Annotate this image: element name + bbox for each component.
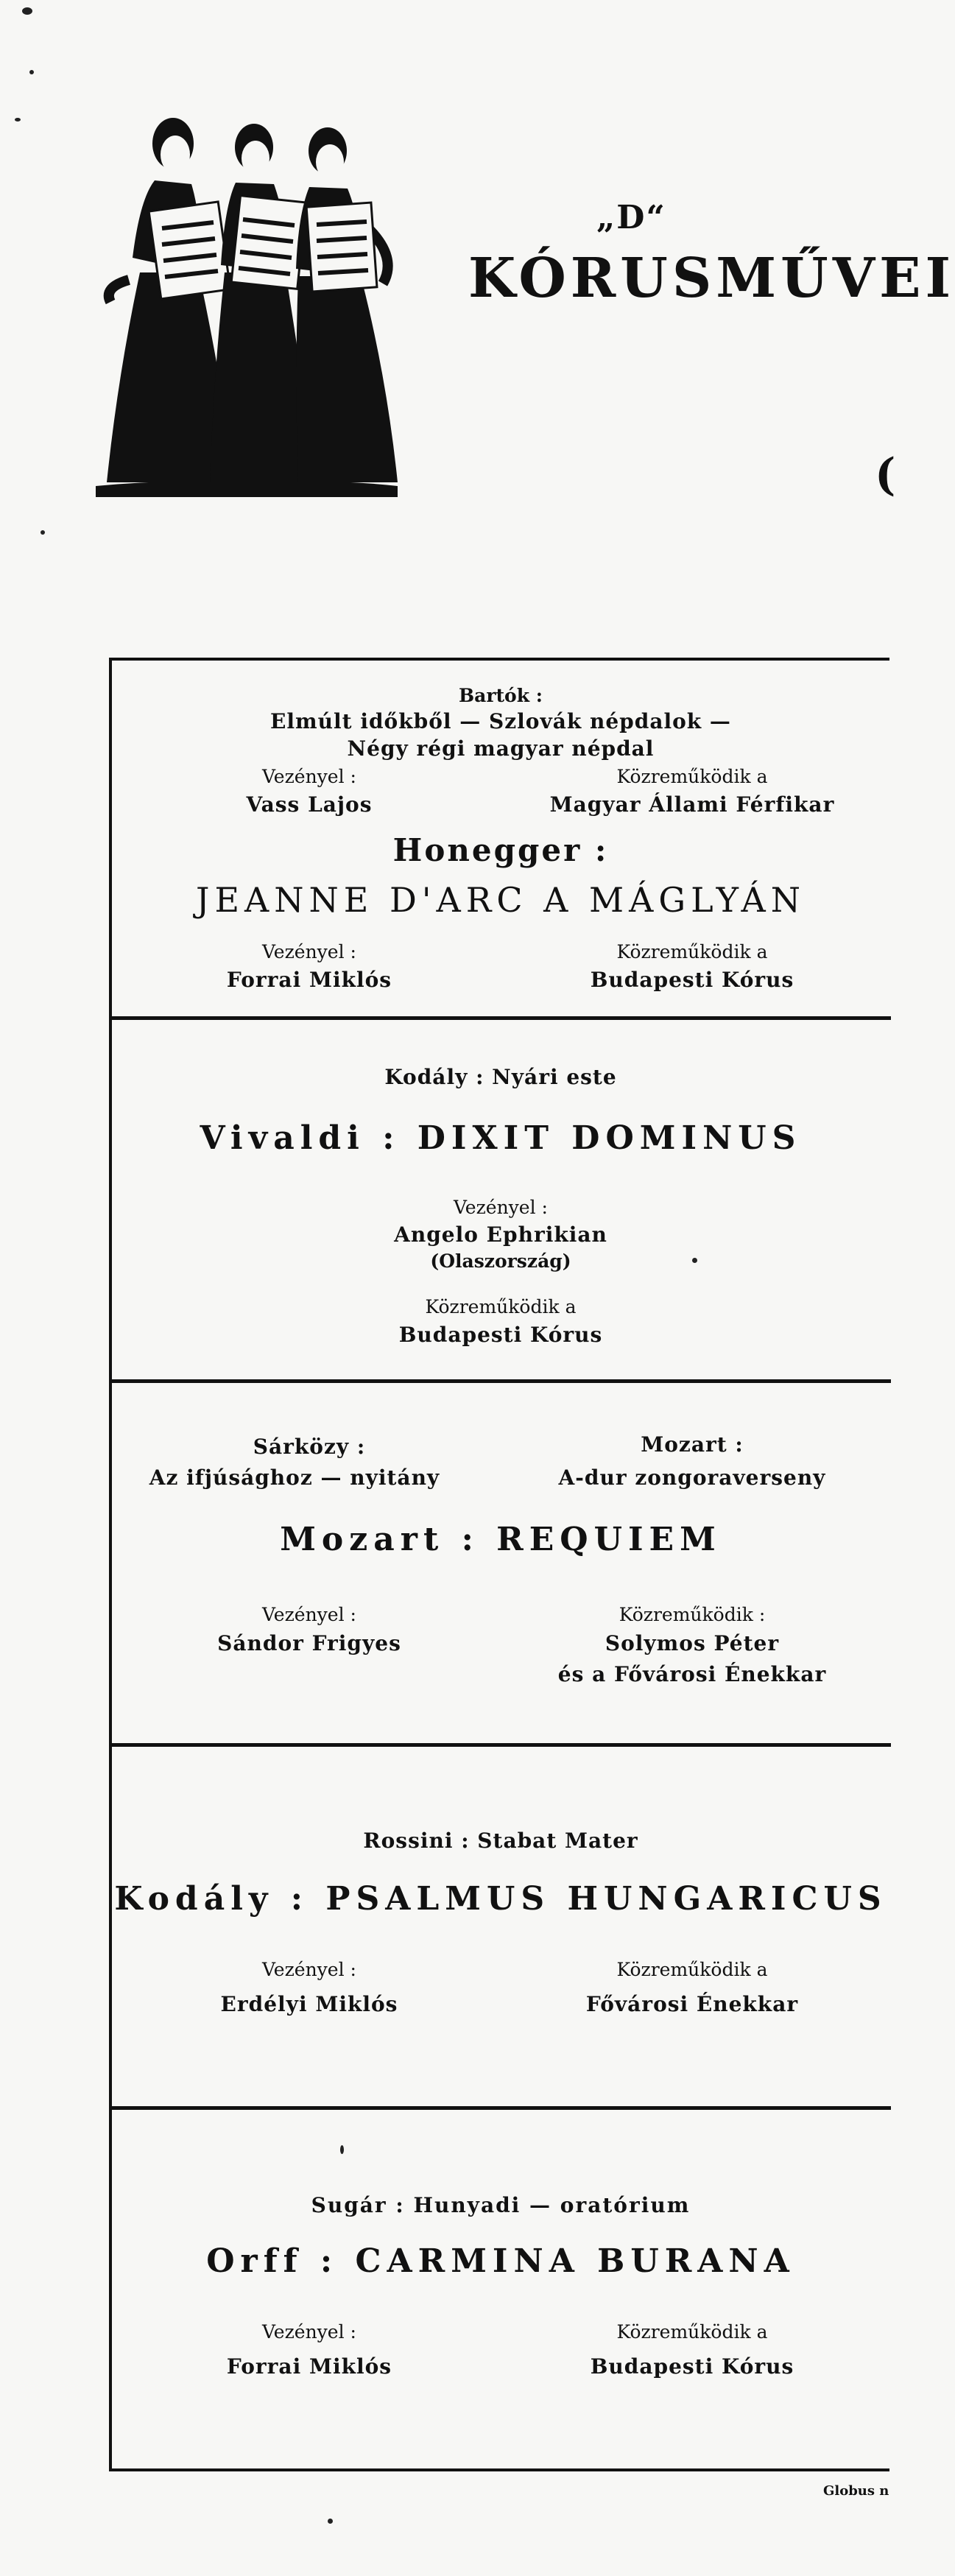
section-divider xyxy=(110,1016,891,1020)
concert-3-conductor: Sándor Frigyes xyxy=(217,1631,401,1655)
concert-5-conductor-label: Vezényel : xyxy=(262,2321,356,2343)
concert-1-main-composer: Honegger : xyxy=(392,832,609,868)
concert-1-conductor-label: Vezényel : xyxy=(262,766,356,787)
concert-5-choir-label: Közreműködik a xyxy=(616,2321,768,2343)
concert-3-pre-right-composer: Mozart : xyxy=(641,1432,744,1457)
concert-5-choir: Budapesti Kórus xyxy=(590,2354,794,2379)
concert-1-conductor: Vass Lajos xyxy=(246,792,373,817)
concert-1-pre-works-line-2: Négy régi magyar népdal xyxy=(347,736,655,761)
concert-1-choir-2: Budapesti Kórus xyxy=(590,968,794,992)
ink-speck xyxy=(15,118,21,122)
concert-4-choir-label: Közreműködik a xyxy=(616,1959,768,1980)
concert-1-main-work: JEANNE D'ARC A MÁGLYÁN xyxy=(196,880,806,920)
section-divider xyxy=(110,2106,891,2110)
concert-2-conductor-label: Vezényel : xyxy=(454,1197,548,1218)
concert-1-conductor-label-2: Vezényel : xyxy=(262,941,356,963)
concert-3-pre-left-composer: Sárközy : xyxy=(253,1435,366,1459)
concert-2-pre: Kodály : Nyári este xyxy=(384,1065,617,1089)
ink-speck xyxy=(29,70,34,74)
ink-speck xyxy=(40,530,45,535)
concert-5-pre: Sugár : Hunyadi — oratórium xyxy=(311,2193,691,2217)
concert-2-choir-label: Közreműködik a xyxy=(425,1296,577,1317)
concert-3-pre-right-work: A-dur zongoraverseny xyxy=(558,1465,826,1490)
concert-1-choir-label: Közreműködik a xyxy=(616,766,768,787)
concert-1-conductor-2: Forrai Miklós xyxy=(226,968,392,992)
ink-speck xyxy=(328,2519,333,2524)
concert-3-choir-2: és a Fővárosi Énekkar xyxy=(557,1662,827,1686)
ink-speck xyxy=(22,7,32,15)
concert-3-choir-label: Közreműködik : xyxy=(619,1604,766,1625)
concert-2-conductor-country: (Olaszország) xyxy=(430,1250,571,1272)
choir-singers-illustration xyxy=(88,110,412,512)
concert-3-choir-1: Solymos Péter xyxy=(605,1631,780,1655)
ink-speck xyxy=(692,1258,697,1263)
header-quote: „D“ xyxy=(596,199,666,236)
concert-1-pre-composer: Bartók : xyxy=(459,685,543,706)
footer-printer-mark: Globus n xyxy=(823,2483,889,2499)
concert-4-conductor: Erdélyi Miklós xyxy=(220,1992,398,2016)
concert-4-conductor-label: Vezényel : xyxy=(262,1959,356,1980)
concert-4-main: Kodály : PSALMUS HUNGARICUS xyxy=(114,1880,887,1918)
header-title: KÓRUSMŰVEI xyxy=(468,247,955,310)
concert-5-conductor: Forrai Miklós xyxy=(226,2354,392,2379)
concert-1-choir-label-2: Közreműködik a xyxy=(616,941,768,963)
concert-3-pre-left-work: Az ifjúsághoz — nyitány xyxy=(149,1465,440,1490)
concert-1-choir: Magyar Állami Férfikar xyxy=(549,792,835,817)
concert-3-conductor-label: Vezényel : xyxy=(262,1604,356,1625)
ink-speck xyxy=(340,2145,344,2154)
concert-2-choir: Budapesti Kórus xyxy=(398,1323,603,1347)
concert-5-main: Orff : CARMINA BURANA xyxy=(206,2242,795,2280)
header-paren: ( xyxy=(875,449,896,501)
concert-2-conductor: Angelo Ephrikian xyxy=(394,1222,607,1247)
singer-right-figure xyxy=(296,127,398,482)
concert-3-main: Mozart : REQUIEM xyxy=(280,1521,722,1558)
concert-1-pre-works-line-1: Elmúlt időkből — Szlovák népdalok — xyxy=(270,709,731,733)
section-divider xyxy=(110,1379,891,1383)
section-divider xyxy=(110,1743,891,1747)
concert-2-main: Vivaldi : DIXIT DOMINUS xyxy=(200,1119,802,1157)
concert-4-choir: Fővárosi Énekkar xyxy=(585,1992,799,2016)
concert-4-pre: Rossini : Stabat Mater xyxy=(363,1829,638,1853)
